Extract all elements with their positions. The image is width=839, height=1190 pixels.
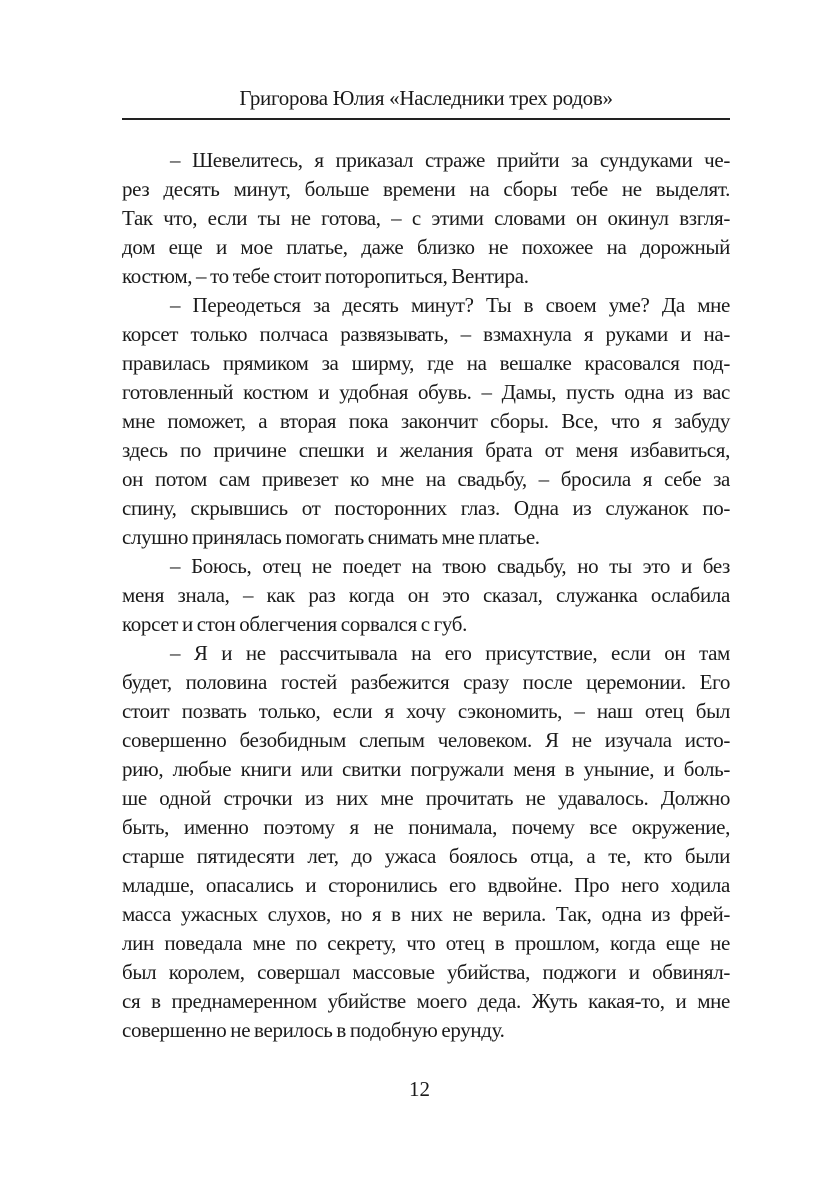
text-line: корсет только полчаса развязывать, – взмахнула я руками и на- <box>122 322 730 346</box>
text-line: лин поведала мне по секрету, что отец в прошлом, когда еще не <box>122 931 730 955</box>
text-line: правилась прямиком за ширму, где на вешалке красовался под- <box>122 351 730 375</box>
text-line: спину, скрывшись от посторонних глаз. Одна из служанок по- <box>122 496 730 520</box>
text-line: дом еще и мое платье, даже близко не похожее на дорожный <box>122 235 730 259</box>
body-text <box>122 146 730 1045</box>
text-line: будет, половина гостей разбежится сразу после церемонии. Его <box>122 670 730 694</box>
text-line: был королем, совершал массовые убийства, поджоги и обвинял- <box>122 960 730 984</box>
text-line: мне поможет, а вторая пока закончит сборы. Все, что я забуду <box>122 409 730 433</box>
text-line: ся в преднамеренном убийстве моего деда. Жуть какая-то, и мне <box>122 989 730 1013</box>
text-line: готовленный костюм и удобная обувь. – Дамы, пусть одна из вас <box>122 380 730 404</box>
text-line: ше одной строчки из них мне прочитать не удавалось. Должно <box>122 786 730 810</box>
text-line: масса ужасных слухов, но я в них не верила. Так, одна из фрей- <box>122 902 730 926</box>
text-line: стоит позвать только, если я хочу сэкономить, – наш отец был <box>122 699 730 723</box>
text-line: совершенно безобидным слепым человеком. Я не изучала исто- <box>122 728 730 752</box>
text-line: – Переодеться за десять минут? Ты в своем уме? Да мне <box>170 293 730 317</box>
text-line: младше, опасались и сторонились его вдвойне. Про него ходила <box>122 873 730 897</box>
text-line: рез десять минут, больше времени на сборы тебе не выделят. <box>122 177 730 201</box>
header-rule <box>122 118 730 120</box>
text-line: старше пятидесяти лет, до ужаса боялось отца, а те, кто были <box>122 844 730 868</box>
text-line: меня знала, – как раз когда он это сказал, служанка ослабила <box>122 583 730 607</box>
text-line: слушно принялась помогать снимать мне платье. <box>122 525 540 549</box>
text-line: здесь по причине спешки и желания брата от меня избавиться, <box>122 438 730 462</box>
text-line: Так что, если ты не готова, – с этими словами он окинул взгля- <box>122 206 730 230</box>
text-line: – Боюсь, отец не поедет на твою свадьбу, но ты это и без <box>170 554 730 578</box>
text-line: – Шевелитесь, я приказал страже прийти за сундуками че- <box>170 148 730 172</box>
text-line: совершенно не верилось в подобную ерунду. <box>122 1018 505 1042</box>
text-line: – Я и не рассчитывала на его присутствие, если он там <box>170 641 730 665</box>
text-line: костюм, – то тебе стоит поторопиться, Вентира. <box>122 264 529 288</box>
running-header: Григорова Юлия «Наследники трех родов» <box>239 86 613 110</box>
page-number: 12 <box>409 1077 430 1101</box>
text-line: быть, именно поэтому я не понимала, почему все окружение, <box>122 815 730 839</box>
text-line: рию, любые книги или свитки погружали меня в уныние, и боль- <box>122 757 730 781</box>
text-line: он потом сам привезет ко мне на свадьбу, – бросила я себе за <box>122 467 730 491</box>
text-line: корсет и стон облегчения сорвался с губ. <box>122 612 468 636</box>
